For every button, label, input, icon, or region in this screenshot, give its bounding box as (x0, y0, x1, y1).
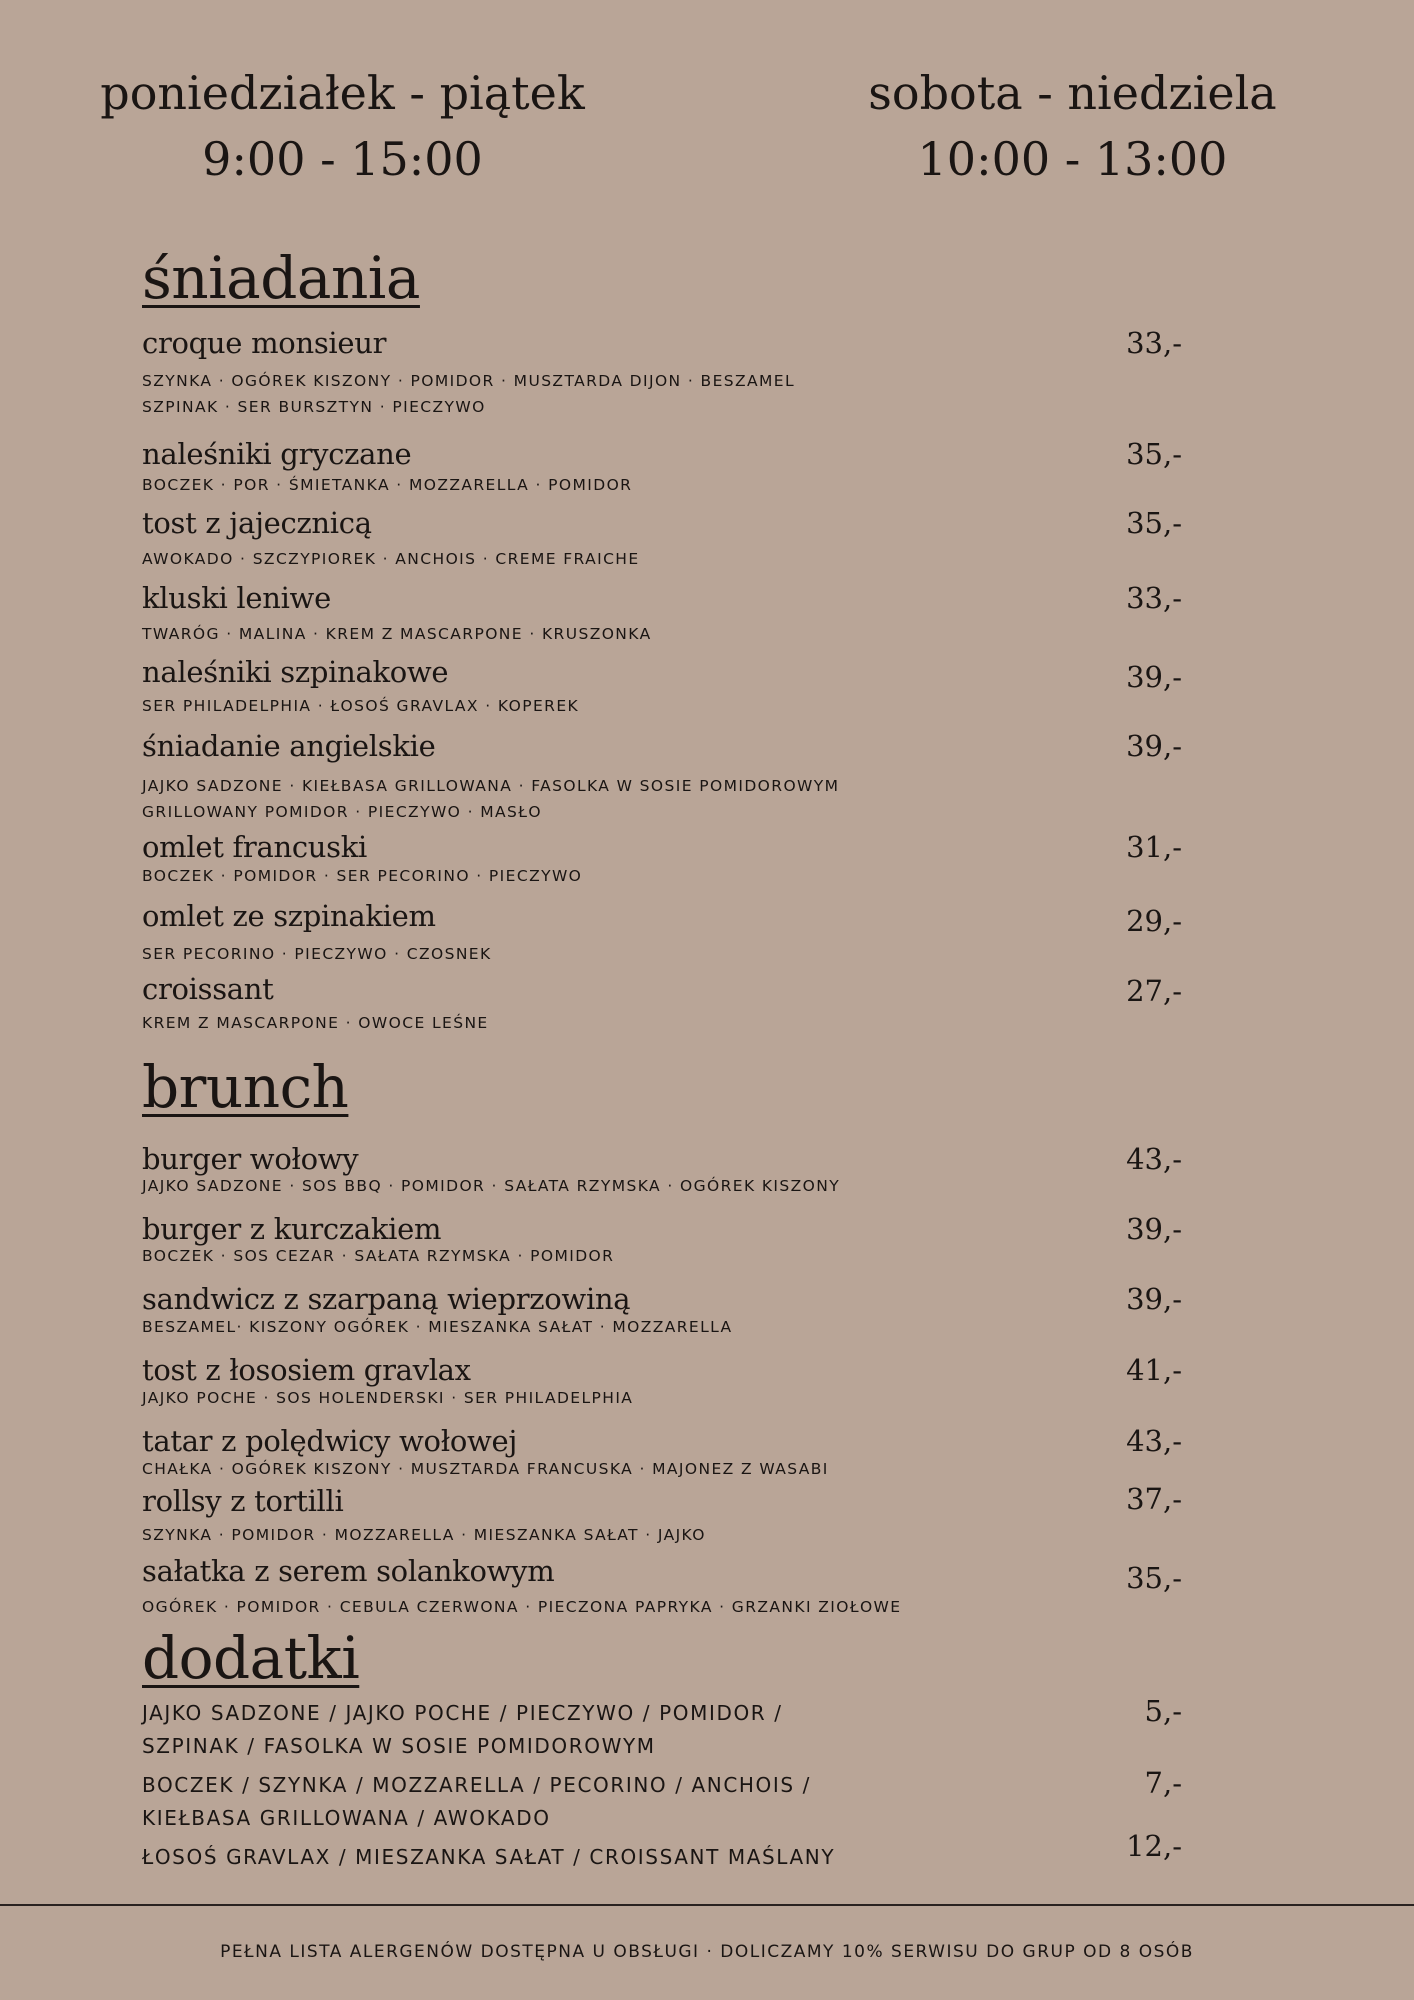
weekend-days: sobota - niedziela (868, 66, 1277, 120)
weekend-time: 10:00 - 13:00 (917, 132, 1228, 186)
item-price: 27,- (1126, 974, 1182, 1008)
extras-price: 7,- (1144, 1766, 1182, 1800)
item-name: tost z jajecznicą (142, 506, 372, 540)
item-description: CHAŁKA · OGÓREK KISZONY · MUSZTARDA FRANCUSKA · MAJONEZ Z WASABI (142, 1460, 829, 1478)
item-description: JAJKO SADZONE · SOS BBQ · POMIDOR · SAŁATA RZYMSKA · OGÓREK KISZONY (142, 1177, 841, 1195)
item-description: SZPINAK · SER BURSZTYN · PIECZYWO (142, 398, 486, 416)
extras-line: KIEŁBASA GRILLOWANA / AWOKADO (142, 1806, 551, 1830)
item-name: naleśniki gryczane (142, 437, 412, 471)
item-price: 35,- (1126, 437, 1182, 471)
section-title-breakfast: śniadania (142, 244, 420, 312)
item-description: SER PHILADELPHIA · ŁOSOŚ GRAVLAX · KOPEREK (142, 697, 580, 715)
section-title-brunch: brunch (142, 1053, 349, 1121)
item-name: omlet ze szpinakiem (142, 899, 436, 933)
item-description: BOCZEK · POMIDOR · SER PECORINO · PIECZYWO (142, 867, 583, 885)
item-price: 33,- (1126, 581, 1182, 615)
item-price: 39,- (1126, 729, 1182, 763)
item-description: JAJKO SADZONE · KIEŁBASA GRILLOWANA · FASOLKA W SOSIE POMIDOROWYM (142, 777, 840, 795)
item-name: omlet francuski (142, 830, 367, 864)
item-price: 39,- (1126, 1282, 1182, 1316)
item-price: 41,- (1126, 1353, 1182, 1387)
item-name: rollsy z tortilli (142, 1484, 344, 1518)
item-price: 29,- (1126, 904, 1182, 938)
extras-line: SZPINAK / FASOLKA W SOSIE POMIDOROWYM (142, 1734, 656, 1758)
item-description: BESZAMEL· KISZONY OGÓREK · MIESZANKA SAŁAT · MOZZARELLA (142, 1318, 733, 1336)
footer-divider (0, 1904, 1414, 1906)
item-price: 43,- (1126, 1424, 1182, 1458)
section-title-extras: dodatki (142, 1624, 360, 1692)
item-name: sandwicz z szarpaną wieprzowiną (142, 1282, 631, 1316)
item-description: JAJKO POCHE · SOS HOLENDERSKI · SER PHILADELPHIA (142, 1389, 634, 1407)
weekday-days: poniedziałek - piątek (100, 66, 585, 120)
item-price: 39,- (1126, 1212, 1182, 1246)
item-price: 35,- (1126, 1561, 1182, 1595)
item-description: OGÓREK · POMIDOR · CEBULA CZERWONA · PIECZONA PAPRYKA · GRZANKI ZIOŁOWE (142, 1598, 902, 1616)
extras-line: JAJKO SADZONE / JAJKO POCHE / PIECZYWO / POMIDOR / (142, 1701, 783, 1725)
footer-note: PEŁNA LISTA ALERGENÓW DOSTĘPNA U OBSŁUGI · DOLICZAMY 10% SERWISU DO GRUP OD 8 OSÓB (220, 1942, 1194, 1962)
item-description: SER PECORINO · PIECZYWO · CZOSNEK (142, 945, 492, 963)
item-name: burger wołowy (142, 1142, 359, 1176)
item-price: 39,- (1126, 660, 1182, 694)
item-name: burger z kurczakiem (142, 1212, 442, 1246)
weekend-hours (800, 60, 1345, 192)
item-description: KREM Z MASCARPONE · OWOCE LEŚNE (142, 1014, 489, 1032)
item-name: tatar z polędwicy wołowej (142, 1424, 518, 1458)
item-price: 33,- (1126, 326, 1182, 360)
extras-price: 12,- (1126, 1829, 1182, 1863)
item-description: SZYNKA · OGÓREK KISZONY · POMIDOR · MUSZTARDA DIJON · BESZAMEL (142, 372, 796, 390)
extras-line: ŁOSOŚ GRAVLAX / MIESZANKA SAŁAT / CROISSANT MAŚLANY (142, 1845, 836, 1869)
item-description: AWOKADO · SZCZYPIOREK · ANCHOIS · CREME FRAICHE (142, 550, 640, 568)
item-price: 35,- (1126, 506, 1182, 540)
extras-price: 5,- (1144, 1694, 1182, 1728)
item-description: BOCZEK · SOS CEZAR · SAŁATA RZYMSKA · POMIDOR (142, 1247, 615, 1265)
extras-line: BOCZEK / SZYNKA / MOZZARELLA / PECORINO / ANCHOIS / (142, 1773, 811, 1797)
item-name: naleśniki szpinakowe (142, 655, 449, 689)
item-name: croque monsieur (142, 326, 387, 360)
item-name: tost z łososiem gravlax (142, 1353, 471, 1387)
item-price: 37,- (1126, 1482, 1182, 1516)
item-name: kluski leniwe (142, 581, 331, 615)
item-name: śniadanie angielskie (142, 729, 436, 763)
item-description: TWARÓG · MALINA · KREM Z MASCARPONE · KRUSZONKA (142, 625, 652, 643)
weekday-time: 9:00 - 15:00 (202, 132, 483, 186)
item-price: 31,- (1126, 830, 1182, 864)
weekday-hours (40, 60, 645, 192)
item-price: 43,- (1126, 1142, 1182, 1176)
item-name: sałatka z serem solankowym (142, 1554, 555, 1588)
item-description: SZYNKA · POMIDOR · MOZZARELLA · MIESZANKA SAŁAT · JAJKO (142, 1526, 706, 1544)
item-description: GRILLOWANY POMIDOR · PIECZYWO · MASŁO (142, 803, 542, 821)
item-name: croissant (142, 972, 274, 1006)
item-description: BOCZEK · POR · ŚMIETANKA · MOZZARELLA · POMIDOR (142, 476, 633, 494)
